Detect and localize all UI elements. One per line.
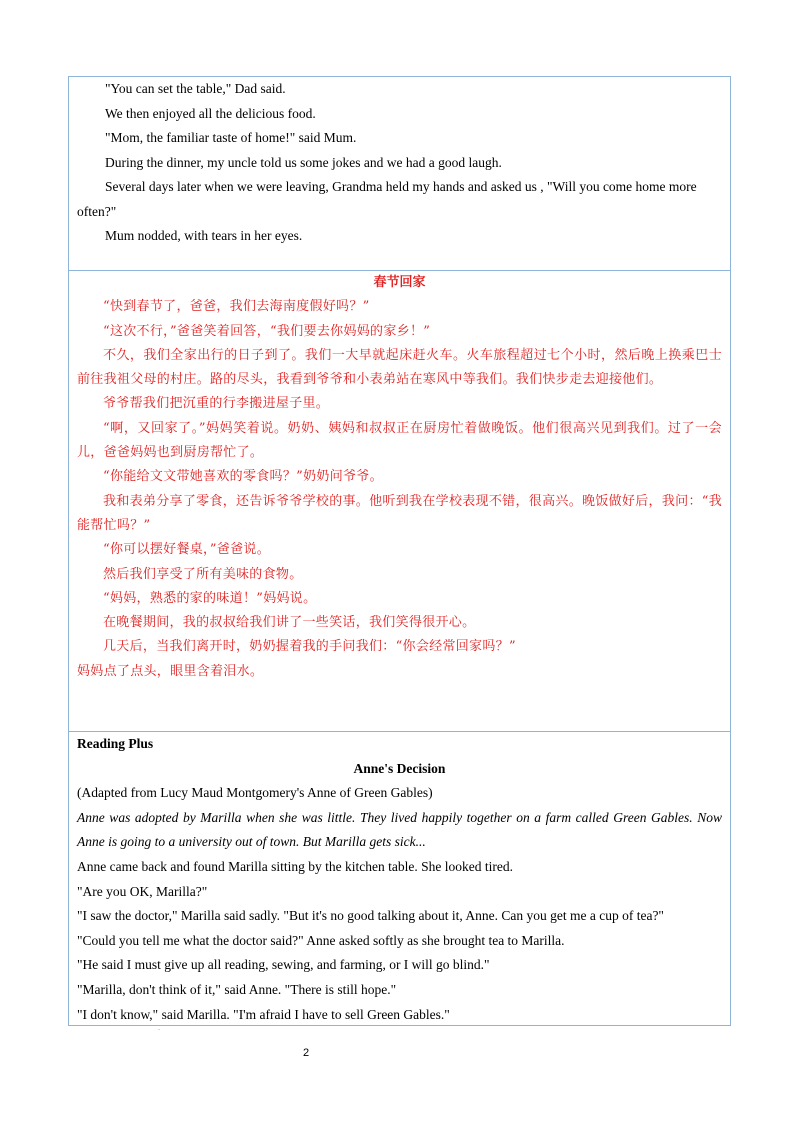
chinese-last-line: 妈妈点了点头，眼里含着泪水。 (77, 663, 264, 679)
reading-plus-line: "Could you tell me what the doctor said?" Anne asked softly as she brought tea to Marilla. (77, 932, 565, 948)
chinese-paragraph: 我和表弟分享了零食，还告诉爷爷学校的事。他听到我在学校表现不错，很高兴。晚饭做好后，我问：“我能帮忙吗？” (77, 493, 722, 533)
reading-plus-line: "Marilla, don't think of it," said Anne. "There is still hope." (77, 981, 397, 997)
reading-plus-line: Anne came back and found Marilla sitting by the kitchen table. She looked tired. (77, 858, 514, 874)
reading-plus-line: "Are you OK, Marilla?" (77, 883, 208, 899)
story-paragraph: We then enjoyed all the delicious food. (105, 105, 316, 121)
reading-plus-line: "He said I must give up all reading, sewing, and farming, or I will go blind." (77, 957, 490, 973)
page-number: 2 (303, 1047, 310, 1059)
reading-plus-line: "I don't know," said Marilla. "I'm afraid I have to sell Green Gables." (77, 1006, 450, 1022)
chinese-story-cell (68, 271, 731, 732)
footer-dot: . (158, 1023, 160, 1032)
reading-plus-label: Reading Plus (77, 736, 154, 751)
reading-plus-intro: Anne was adopted by Marilla when she was little. They lived happily together on a farm called Green Gables. Now Anne is going to a university out of town. But Marilla gets sick... (77, 809, 722, 850)
chinese-story-title: 春节回家 (373, 275, 426, 290)
story-paragraph: Mum nodded, with tears in her eyes. (105, 228, 303, 243)
chinese-paragraph: “你能给文文带她喜欢的零食吗？”奶奶问爷爷。 (103, 469, 383, 485)
story-paragraph: During the dinner, my uncle told us some jokes and we had a good laugh. (105, 154, 502, 170)
chinese-paragraph: “妈妈，熟悉的家的味道！”妈妈说。 (103, 590, 317, 606)
chinese-paragraph: “你可以摆好餐桌，”爸爸说。 (103, 542, 270, 558)
story-paragraph: Several days later when we were leaving, Grandma held my hands and asked us , "Will you come home more often?" (77, 179, 697, 219)
chinese-paragraph: 不久，我们全家出行的日子到了。我们一大早就起床赶火车。火车旅程超过七个小时，然后晚上换乘巴士前往我祖父母的村庄。路的尽头，我看到爷爷和小表弟站在寒风中等我们。我们快步走去迎接他们。 (77, 347, 722, 388)
reading-plus-line: "I saw the doctor," Marilla said sadly. "But it's no good talking about it, Anne. Can you get me a cup of tea?" (77, 908, 664, 924)
reading-plus-cell (68, 732, 731, 1026)
chinese-paragraph: “快到春节了，爸爸，我们去海南度假好吗？” (103, 299, 370, 315)
chinese-paragraph: “啊，又回家了。”妈妈笑着说。奶奶、姨妈和叔叔正在厨房忙着做晚饭。他们很高兴见到我们。过了一会儿，爸爸妈妈也到厨房帮忙了。 (77, 420, 722, 461)
chinese-paragraph: 几天后，当我们离开时，奶奶握着我的手问我们：“你会经常回家吗？” (103, 639, 516, 655)
chinese-paragraph: 然后我们享受了所有美味的食物。 (103, 566, 303, 582)
story-paragraph: "Mom, the familiar taste of home!" said Mum. (105, 130, 357, 145)
chinese-paragraph: “这次不行，”爸爸笑着回答，“我们要去你妈妈的家乡！” (103, 323, 431, 339)
reading-plus-source: (Adapted from Lucy Maud Montgomery's Anne of Green Gables) (77, 785, 433, 801)
chinese-paragraph: 在晚餐期间，我的叔叔给我们讲了一些笑话，我们笑得很开心。 (103, 615, 476, 631)
english-story-cell (68, 76, 731, 271)
document-table (68, 76, 731, 1026)
story-paragraph: "You can set the table," Dad said. (105, 81, 286, 96)
reading-plus-title: Anne's Decision (353, 760, 446, 776)
chinese-paragraph: 爷爷帮我们把沉重的行李搬进屋子里。 (103, 396, 330, 412)
